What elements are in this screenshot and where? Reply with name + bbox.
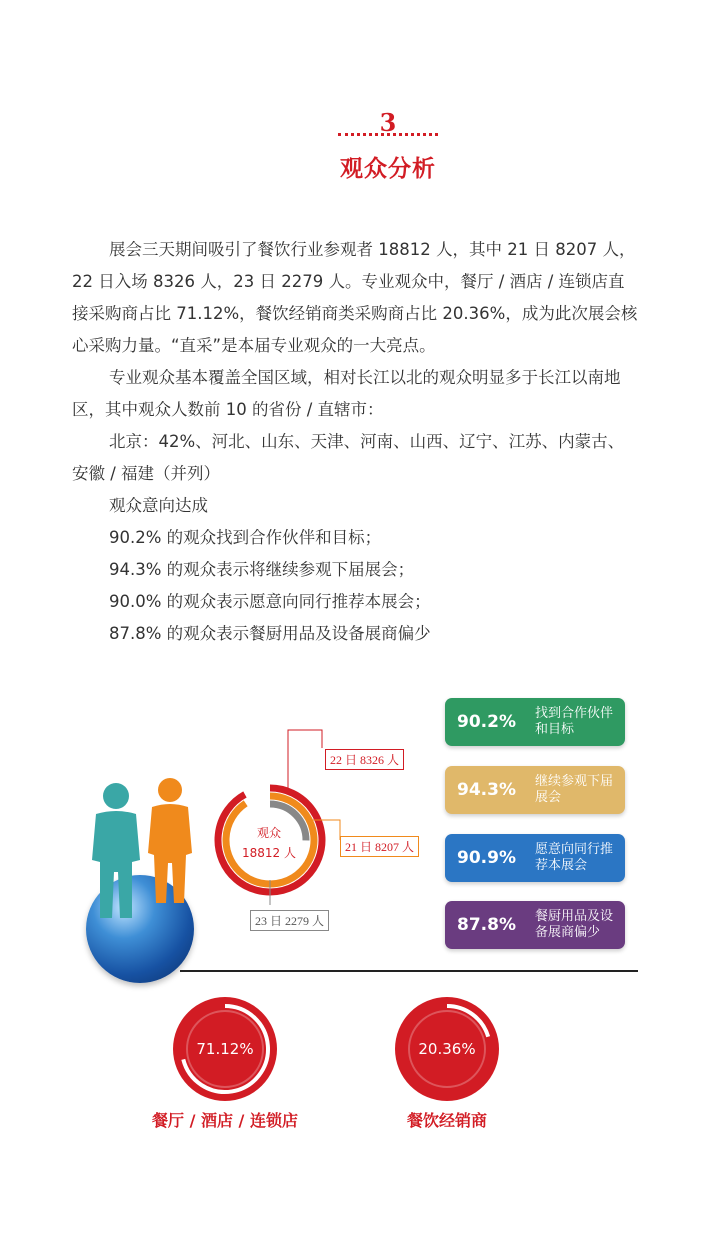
donut-center-label	[236, 823, 302, 863]
donut-center-total: 18812 人	[242, 846, 296, 860]
body-paragraph-1: 展会三天期间吸引了餐饮行业参观者 18812 人，其中 21 日 8207 人，22 日入场 8326 人，23 日 2279 人。专业观众中，餐厅 / 酒店 / 连锁店直接采购商占比 71.12%，餐饮经销商类采购商占比 20.36%，成为此次展会核心采购力量。“直采”是本届专业观众的一大亮点。	[72, 240, 638, 355]
donut-center-title: 观众	[256, 826, 281, 840]
stat-pill-text: 愿意向同行推荐本展会	[535, 842, 614, 873]
dotted-divider	[338, 133, 438, 136]
person-orange-icon	[146, 775, 194, 905]
stat-pill	[445, 766, 625, 814]
stat-pill-percent: 94.3%	[457, 780, 516, 800]
section-number: 3	[379, 108, 397, 137]
stat-pill	[445, 834, 625, 882]
baseline-divider	[180, 970, 638, 972]
label-day-21: 21 日 8207 人	[340, 836, 419, 857]
body-line-stat-3: 90.0% 的观众表示愿意向同行推荐本展会；	[109, 592, 431, 611]
stat-pill-text: 餐厨用品及设备展商偏少	[535, 909, 614, 940]
stat-pill	[445, 901, 625, 949]
ring-percent-distributor: 20.36%	[418, 1040, 476, 1058]
body-line-stat-4: 87.8% 的观众表示餐厨用品及设备展商偏少	[109, 624, 431, 643]
stat-pill-percent: 90.9%	[457, 848, 516, 868]
ring-percent-restaurant: 71.12%	[196, 1040, 254, 1058]
label-day-22: 22 日 8326 人	[325, 749, 404, 770]
stat-pill-percent: 90.2%	[457, 712, 516, 732]
body-line-stat-1: 90.2% 的观众找到合作伙伴和目标；	[109, 528, 382, 547]
stat-pill	[445, 698, 625, 746]
body-paragraph-3: 北京：42%、河北、山东、天津、河南、山西、辽宁、江苏、内蒙古、安徽 / 福建（并列）	[72, 432, 625, 483]
label-day-23: 23 日 2279 人	[250, 910, 329, 931]
ring-label-restaurant: 餐厅 / 酒店 / 连锁店	[152, 1111, 298, 1130]
stat-pill-text: 找到合作伙伴和目标	[535, 706, 614, 737]
stat-pill-text: 继续参观下届展会	[535, 774, 614, 805]
body-line-stat-2: 94.3% 的观众表示将继续参观下届展会；	[109, 560, 415, 579]
section-title: 观众分析	[340, 156, 436, 182]
ring-label-distributor: 餐饮经销商	[406, 1111, 487, 1130]
body-paragraph-2: 专业观众基本覆盖全国区域，相对长江以北的观众明显多于长江以南地区，其中观众人数前 10 的省份 / 直辖市：	[72, 368, 621, 419]
body-line-intent: 观众意向达成	[109, 496, 208, 515]
person-teal-icon	[88, 780, 144, 920]
stat-pill-percent: 87.8%	[457, 915, 516, 935]
